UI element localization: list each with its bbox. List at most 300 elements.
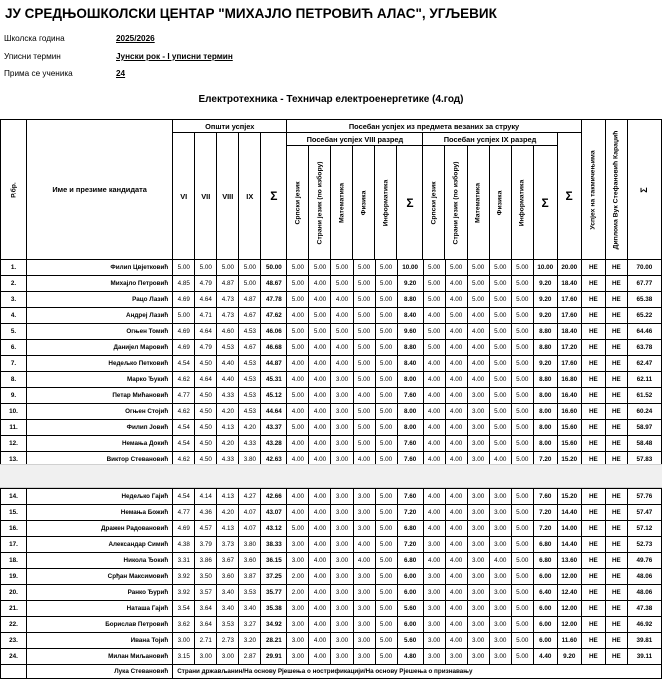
ix-grade-cell: 5.00 (489, 276, 511, 292)
special-sum-cell: 17.60 (557, 292, 581, 308)
general-grade-cell: 4.40 (217, 372, 239, 388)
ix-grade-cell: 4.00 (445, 372, 467, 388)
total-cell: 52.73 (627, 537, 661, 553)
general-grade-cell: 3.92 (173, 585, 195, 601)
ix-grade-cell: 5.00 (511, 308, 533, 324)
ix-sum-cell: 6.00 (533, 569, 557, 585)
rank-cell: 1. (1, 260, 27, 276)
rank-cell: 16. (1, 521, 27, 537)
ix-sum-cell: 8.80 (533, 324, 557, 340)
viii-grade-cell: 3.00 (331, 489, 353, 505)
general-sum-cell: 50.00 (261, 260, 287, 276)
viii-grade-cell: 5.00 (287, 324, 309, 340)
ix-grade-cell: 3.00 (423, 537, 445, 553)
total-cell: 57.12 (627, 521, 661, 537)
total-cell: 57.47 (627, 505, 661, 521)
ix-grade-cell: 4.00 (423, 372, 445, 388)
diploma-cell: НЕ (605, 537, 627, 553)
general-sum-cell: 35.77 (261, 585, 287, 601)
general-grade-cell: 3.79 (195, 537, 217, 553)
general-grade-cell: 4.69 (173, 324, 195, 340)
special-sum-cell: 16.80 (557, 372, 581, 388)
rank-cell: 7. (1, 356, 27, 372)
ix-grade-cell: 4.00 (423, 505, 445, 521)
ix-grade-cell: 4.00 (445, 489, 467, 505)
diploma-cell: НЕ (605, 404, 627, 420)
diploma-cell: НЕ (605, 649, 627, 665)
ix-grade-cell: 3.00 (489, 537, 511, 553)
rank-cell: 13. (1, 452, 27, 468)
ix-grade-cell: 3.00 (467, 436, 489, 452)
viii-grade-cell: 4.00 (287, 308, 309, 324)
ix-grade-cell: 4.00 (445, 324, 467, 340)
rank-cell: 5. (1, 324, 27, 340)
general-grade-cell: 4.87 (217, 276, 239, 292)
viii-sum-cell: 6.00 (397, 585, 423, 601)
ranking-table-header (0, 119, 662, 260)
admits-value: 24 (116, 69, 126, 78)
general-grade-cell: 4.73 (217, 308, 239, 324)
total-cell: 39.81 (627, 633, 661, 649)
special-sum-cell: 16.40 (557, 388, 581, 404)
ix-grade-cell: 4.00 (467, 308, 489, 324)
viii-grade-cell: 5.00 (287, 276, 309, 292)
rank-cell: 2. (1, 276, 27, 292)
candidate-name: Никола Ђокић (27, 553, 173, 569)
viii-sum-cell: 5.60 (397, 633, 423, 649)
diploma-cell: НЕ (605, 388, 627, 404)
viii-sum-cell: 7.60 (397, 388, 423, 404)
table-row (1, 356, 662, 372)
page-break (0, 464, 662, 488)
viii-grade-cell: 3.00 (353, 505, 375, 521)
ix-sum-cell: 8.00 (533, 436, 557, 452)
candidate-name: Андреј Лазић (27, 308, 173, 324)
general-grade-cell: 4.79 (195, 340, 217, 356)
ix-grade-cell: 3.00 (423, 569, 445, 585)
ix-grade-cell: 5.00 (511, 324, 533, 340)
general-grade-cell: 4.77 (173, 388, 195, 404)
general-sum-cell: 43.12 (261, 521, 287, 537)
ix-informatics-header: Информатика (511, 146, 533, 260)
viii-grade-cell: 5.00 (353, 308, 375, 324)
general-grade-cell: 3.53 (239, 585, 261, 601)
general-sum-cell: 29.91 (261, 649, 287, 665)
ix-grade-cell: 5.00 (467, 276, 489, 292)
viii-grade-cell: 4.00 (331, 308, 353, 324)
total-cell: 49.76 (627, 553, 661, 569)
general-grade-cell: 4.53 (239, 324, 261, 340)
viii-grade-cell: 5.00 (353, 436, 375, 452)
viii-grade-cell: 5.00 (331, 276, 353, 292)
general-grade-cell: 4.69 (173, 521, 195, 537)
general-grade-cell: 4.53 (239, 404, 261, 420)
viii-grade-cell: 5.00 (375, 633, 397, 649)
school-year-value: 2025/2026 (116, 34, 155, 43)
viii-sum-cell: 7.60 (397, 489, 423, 505)
ix-grade-cell: 3.00 (423, 633, 445, 649)
ix-grade-cell: 5.00 (511, 436, 533, 452)
general-grade-cell: 4.77 (173, 505, 195, 521)
viii-grade-cell: 5.00 (287, 521, 309, 537)
ix-grade-cell: 3.00 (467, 649, 489, 665)
ix-foreign-header: Страни језик (по избору) (445, 146, 467, 260)
general-grade-cell: 3.40 (239, 601, 261, 617)
general-grade-cell: 5.00 (239, 276, 261, 292)
viii-grade-cell: 3.00 (331, 436, 353, 452)
ranking-table-part-2 (0, 488, 662, 679)
total-cell: 60.24 (627, 404, 661, 420)
general-grade-cell: 4.64 (195, 372, 217, 388)
general-sum-cell: 38.33 (261, 537, 287, 553)
viii-grade-cell: 5.00 (331, 324, 353, 340)
ix-grade-cell: 5.00 (511, 452, 533, 468)
candidate-name: Александар Симић (27, 537, 173, 553)
ix-grade-cell: 5.00 (489, 324, 511, 340)
general-grade-cell: 4.20 (217, 505, 239, 521)
viii-grade-cell: 5.00 (375, 324, 397, 340)
general-grade-cell: 3.86 (195, 553, 217, 569)
ix-grade-cell: 4.00 (445, 276, 467, 292)
ix-grade-cell: 5.00 (511, 649, 533, 665)
ix-grade-cell: 4.00 (423, 553, 445, 569)
general-grade-cell: 4.73 (217, 292, 239, 308)
general-grade-cell: 3.00 (173, 633, 195, 649)
diploma-cell: НЕ (605, 436, 627, 452)
ix-grade-cell: 4.00 (467, 340, 489, 356)
diploma-cell: НЕ (605, 569, 627, 585)
ix-serbian-header: Српски језик (423, 146, 445, 260)
ix-grade-cell: 5.00 (489, 260, 511, 276)
viii-grade-cell: 3.00 (287, 537, 309, 553)
general-sum-header: Σ (261, 133, 287, 260)
general-sum-cell: 28.21 (261, 633, 287, 649)
general-grade-cell: 4.62 (173, 452, 195, 468)
ix-sum-cell: 6.00 (533, 601, 557, 617)
viii-grade-cell: 4.00 (309, 569, 331, 585)
page-title: ЈУ СРЕДЊОШКОЛСКИ ЦЕНТАР "МИХАЈЛО ПЕТРОВИЋ АЛАС", УГЉЕВИК (5, 6, 497, 21)
viii-math-header: Математика (331, 146, 353, 260)
general-grade-cell: 4.53 (239, 388, 261, 404)
general-grade-cell: 3.00 (195, 649, 217, 665)
competition-cell: НЕ (581, 260, 605, 276)
table-row (1, 601, 662, 617)
ix-grade-cell: 4.00 (445, 436, 467, 452)
diploma-cell: НЕ (605, 356, 627, 372)
diploma-cell: НЕ (605, 601, 627, 617)
ix-grade-cell: 3.00 (489, 569, 511, 585)
competition-cell: НЕ (581, 601, 605, 617)
ix-sum-cell: 6.00 (533, 633, 557, 649)
general-grade-cell: 4.50 (195, 420, 217, 436)
general-grade-cell: 4.33 (239, 436, 261, 452)
ix-grade-cell: 5.00 (511, 505, 533, 521)
viii-sum-cell: 9.60 (397, 324, 423, 340)
ix-sum-cell: 4.40 (533, 649, 557, 665)
ix-grade-cell: 3.00 (489, 489, 511, 505)
general-grade-cell: 4.50 (195, 388, 217, 404)
general-grade-cell: 3.67 (217, 553, 239, 569)
general-grade-cell: 4.50 (195, 356, 217, 372)
general-sum-cell: 43.37 (261, 420, 287, 436)
general-grade-cell: 4.71 (195, 308, 217, 324)
general-grade-cell: 4.79 (195, 276, 217, 292)
ix-sum-cell: 8.80 (533, 340, 557, 356)
rank-cell: 22. (1, 617, 27, 633)
general-grade-cell: 3.00 (217, 649, 239, 665)
general-grade-cell: 4.20 (217, 404, 239, 420)
ix-sum-header: Σ (533, 146, 557, 260)
ix-sum-cell: 6.80 (533, 537, 557, 553)
viii-grade-cell: 4.00 (331, 340, 353, 356)
ix-grade-cell: 5.00 (511, 617, 533, 633)
general-grade-cell: 4.50 (195, 452, 217, 468)
general-grade-cell: 4.50 (195, 436, 217, 452)
viii-informatics-header: Информатика (375, 146, 397, 260)
general-sum-cell: 46.06 (261, 324, 287, 340)
competition-cell: НЕ (581, 388, 605, 404)
rank-cell: 10. (1, 404, 27, 420)
viii-grade-cell: 3.00 (331, 553, 353, 569)
general-sum-cell: 35.38 (261, 601, 287, 617)
viii-grade-cell: 5.00 (287, 260, 309, 276)
viii-grade-cell: 4.00 (287, 452, 309, 468)
viii-grade-cell: 4.00 (309, 537, 331, 553)
viii-grade-cell: 4.00 (287, 404, 309, 420)
general-sum-cell: 45.31 (261, 372, 287, 388)
viii-grade-cell: 4.00 (287, 489, 309, 505)
special-sum-cell: 12.00 (557, 601, 581, 617)
ix-grade-cell: 5.00 (467, 292, 489, 308)
candidate-name: Михајло Петровић (27, 276, 173, 292)
table-row (1, 521, 662, 537)
ix-grade-cell: 4.00 (445, 553, 467, 569)
viii-physics-header: Физика (353, 146, 375, 260)
total-cell: 58.97 (627, 420, 661, 436)
rank-cell: 3. (1, 292, 27, 308)
viii-sum-cell: 9.20 (397, 276, 423, 292)
viii-grade-cell: 5.00 (375, 452, 397, 468)
general-grade-cell: 4.67 (239, 308, 261, 324)
viii-grade-cell: 5.00 (331, 260, 353, 276)
rank-header: Р.бр. (1, 120, 27, 260)
special-sum-cell: 9.20 (557, 649, 581, 665)
school-year-label: Школска година (4, 34, 65, 43)
diploma-cell: НЕ (605, 276, 627, 292)
candidate-name: Филип Цвјетковић (27, 260, 173, 276)
general-grade-cell: 2.87 (239, 649, 261, 665)
viii-grade-cell: 5.00 (375, 537, 397, 553)
viii-grade-cell: 5.00 (375, 372, 397, 388)
viii-sum-cell: 10.00 (397, 260, 423, 276)
ix-grade-cell: 5.00 (511, 569, 533, 585)
competition-header: Успјех на такмичењима (581, 120, 605, 260)
ix-grade-cell: 3.00 (489, 649, 511, 665)
total-cell: 64.46 (627, 324, 661, 340)
candidate-name: Наташа Гајић (27, 601, 173, 617)
diploma-cell: НЕ (605, 617, 627, 633)
general-grade-cell: 4.54 (173, 420, 195, 436)
ix-grade-cell: 5.00 (489, 420, 511, 436)
term-row (4, 52, 233, 61)
special-sum-cell: 17.20 (557, 340, 581, 356)
ix-grade-cell: 5.00 (511, 553, 533, 569)
viii-sum-cell: 7.20 (397, 505, 423, 521)
competition-cell: НЕ (581, 649, 605, 665)
viii-grade-cell: 4.00 (331, 356, 353, 372)
ix-grade-cell: 4.00 (445, 569, 467, 585)
school-year-row (4, 34, 155, 43)
viii-grade-cell: 3.00 (331, 372, 353, 388)
general-sum-cell: 42.66 (261, 489, 287, 505)
special-sum-cell: 15.20 (557, 452, 581, 468)
ix-grade-cell: 3.00 (489, 521, 511, 537)
candidate-name: Огњен Стојић (27, 404, 173, 420)
general-success-header: Општи успјех (173, 120, 287, 133)
viii-grade-cell: 3.00 (287, 601, 309, 617)
special-ix-header: Посебан успјех IX разред (423, 133, 557, 146)
ix-grade-cell: 5.00 (511, 340, 533, 356)
ix-grade-cell: 4.00 (445, 617, 467, 633)
diploma-header: Диплома Вук Стефановић Караџић (605, 120, 627, 260)
total-cell: 61.52 (627, 388, 661, 404)
general-grade-cell: 4.64 (195, 292, 217, 308)
diploma-cell: НЕ (605, 292, 627, 308)
competition-cell: НЕ (581, 585, 605, 601)
ix-grade-cell: 3.00 (467, 617, 489, 633)
viii-grade-cell: 5.00 (375, 585, 397, 601)
general-grade-cell: 3.50 (195, 569, 217, 585)
competition-cell: НЕ (581, 308, 605, 324)
candidate-name: Милан Миљановић (27, 649, 173, 665)
grade-vi-header: VI (173, 133, 195, 260)
viii-serbian-header: Српски језик (287, 146, 309, 260)
ix-sum-cell: 6.80 (533, 553, 557, 569)
viii-grade-cell: 4.00 (309, 505, 331, 521)
general-grade-cell: 3.40 (217, 585, 239, 601)
ix-grade-cell: 5.00 (423, 340, 445, 356)
viii-sum-cell: 6.00 (397, 617, 423, 633)
ix-grade-cell: 4.00 (445, 388, 467, 404)
general-grade-cell: 4.54 (173, 436, 195, 452)
ix-grade-cell: 5.00 (511, 356, 533, 372)
ix-sum-cell: 7.20 (533, 452, 557, 468)
ix-sum-cell: 9.20 (533, 356, 557, 372)
total-cell: 70.00 (627, 260, 661, 276)
candidate-name: Немања Божић (27, 505, 173, 521)
total-cell: 65.22 (627, 308, 661, 324)
ix-sum-cell: 9.20 (533, 292, 557, 308)
total-cell: 62.11 (627, 372, 661, 388)
ix-sum-cell: 8.00 (533, 404, 557, 420)
viii-sum-cell: 8.00 (397, 420, 423, 436)
general-grade-cell: 3.54 (173, 601, 195, 617)
competition-cell: НЕ (581, 372, 605, 388)
viii-grade-cell: 3.00 (331, 617, 353, 633)
viii-grade-cell: 3.00 (331, 521, 353, 537)
table-row (1, 372, 662, 388)
rank-cell: 15. (1, 505, 27, 521)
ranking-table-part-1 (0, 259, 662, 468)
viii-grade-cell: 4.00 (309, 404, 331, 420)
general-grade-cell: 4.07 (239, 505, 261, 521)
viii-grade-cell: 5.00 (287, 292, 309, 308)
special-sum-cell: 14.40 (557, 505, 581, 521)
rank-cell (1, 665, 27, 679)
general-grade-cell: 4.69 (173, 340, 195, 356)
viii-sum-cell: 8.80 (397, 340, 423, 356)
general-sum-cell: 46.68 (261, 340, 287, 356)
ix-grade-cell: 3.00 (467, 601, 489, 617)
viii-grade-cell: 3.00 (331, 420, 353, 436)
ix-grade-cell: 3.00 (423, 649, 445, 665)
viii-sum-cell: 5.60 (397, 601, 423, 617)
ix-sum-cell: 10.00 (533, 260, 557, 276)
special-sum-cell: 18.40 (557, 276, 581, 292)
special-sum-cell: 16.60 (557, 404, 581, 420)
candidate-name: Лука Стевановић (27, 665, 173, 679)
general-grade-cell: 4.13 (217, 489, 239, 505)
ix-grade-cell: 5.00 (489, 388, 511, 404)
viii-grade-cell: 5.00 (309, 324, 331, 340)
ix-grade-cell: 4.00 (467, 324, 489, 340)
special-sum-cell: 17.60 (557, 356, 581, 372)
ix-grade-cell: 5.00 (423, 276, 445, 292)
rank-cell: 23. (1, 633, 27, 649)
table-row (1, 276, 662, 292)
viii-grade-cell: 4.00 (309, 388, 331, 404)
competition-cell: НЕ (581, 521, 605, 537)
viii-grade-cell: 4.00 (353, 452, 375, 468)
table-row (1, 633, 662, 649)
general-grade-cell: 5.00 (173, 260, 195, 276)
ix-grade-cell: 5.00 (423, 292, 445, 308)
viii-grade-cell: 5.00 (375, 601, 397, 617)
rank-cell: 6. (1, 340, 27, 356)
viii-sum-header: Σ (397, 146, 423, 260)
table-row (1, 340, 662, 356)
general-grade-cell: 4.62 (173, 372, 195, 388)
ix-grade-cell: 4.00 (423, 404, 445, 420)
ix-grade-cell: 5.00 (489, 308, 511, 324)
competition-cell: НЕ (581, 452, 605, 468)
general-grade-cell: 3.40 (217, 601, 239, 617)
ix-grade-cell: 4.00 (467, 372, 489, 388)
ix-grade-cell: 4.00 (445, 521, 467, 537)
general-grade-cell: 4.20 (239, 420, 261, 436)
rank-cell: 24. (1, 649, 27, 665)
table-row (1, 505, 662, 521)
viii-grade-cell: 3.00 (353, 585, 375, 601)
viii-sum-cell: 7.60 (397, 436, 423, 452)
table-row (1, 388, 662, 404)
viii-grade-cell: 3.00 (331, 388, 353, 404)
viii-grade-cell: 5.00 (353, 340, 375, 356)
ix-grade-cell: 5.00 (511, 521, 533, 537)
viii-grade-cell: 4.00 (309, 372, 331, 388)
ix-grade-cell: 3.00 (423, 601, 445, 617)
special-sum-cell: 14.00 (557, 521, 581, 537)
diploma-cell: НЕ (605, 340, 627, 356)
general-grade-cell: 3.80 (239, 537, 261, 553)
viii-grade-cell: 5.00 (287, 340, 309, 356)
viii-grade-cell: 3.00 (353, 569, 375, 585)
viii-grade-cell: 3.00 (331, 601, 353, 617)
table-row (1, 665, 662, 679)
ix-grade-cell: 5.00 (467, 260, 489, 276)
general-grade-cell: 4.13 (217, 521, 239, 537)
ix-grade-cell: 4.00 (445, 537, 467, 553)
